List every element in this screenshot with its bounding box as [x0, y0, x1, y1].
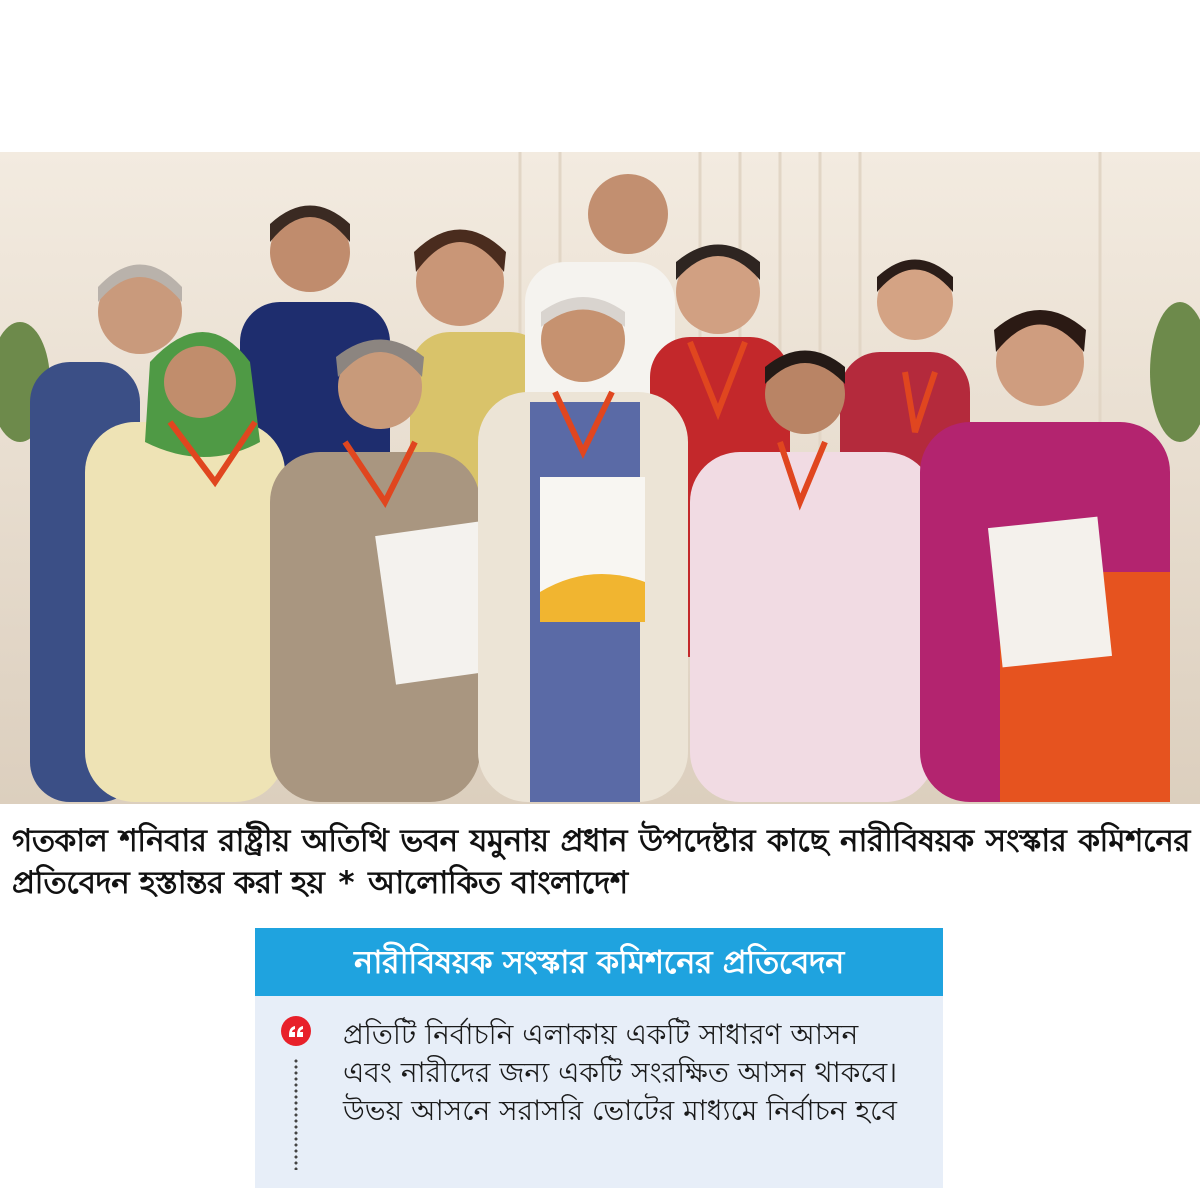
caption-separator: *: [338, 865, 355, 901]
info-box: [255, 928, 943, 1188]
photo-credit: আলোকিত বাংলাদেশ: [368, 865, 628, 901]
info-box-body: [255, 996, 943, 1188]
group-photo: [0, 152, 1200, 804]
caption-text: গতকাল শনিবার রাষ্ট্রীয় অতিথি ভবন যমুনায় প্রধান উপদেষ্টার কাছে নারীবিষয়ক সংস্কার কমিশনের প্রতিবেদন হস্তান্তর করা হয়: [12, 823, 1190, 901]
dotted-divider: [294, 1058, 298, 1170]
info-box-title: নারীবিষয়ক সংস্কার কমিশনের প্রতিবেদন: [255, 928, 943, 996]
info-point: প্রতিটি নির্বাচনি এলাকায় একটি সাধারণ আসন এবং নারীদের জন্য একটি সংরক্ষিত আসন থাকবে। উভয় আসনে সরাসরি ভোটের মাধ্যমে নির্বাচন হবে: [343, 1018, 898, 1127]
quote-icon: [281, 1016, 311, 1046]
photo-caption: [12, 820, 1190, 904]
